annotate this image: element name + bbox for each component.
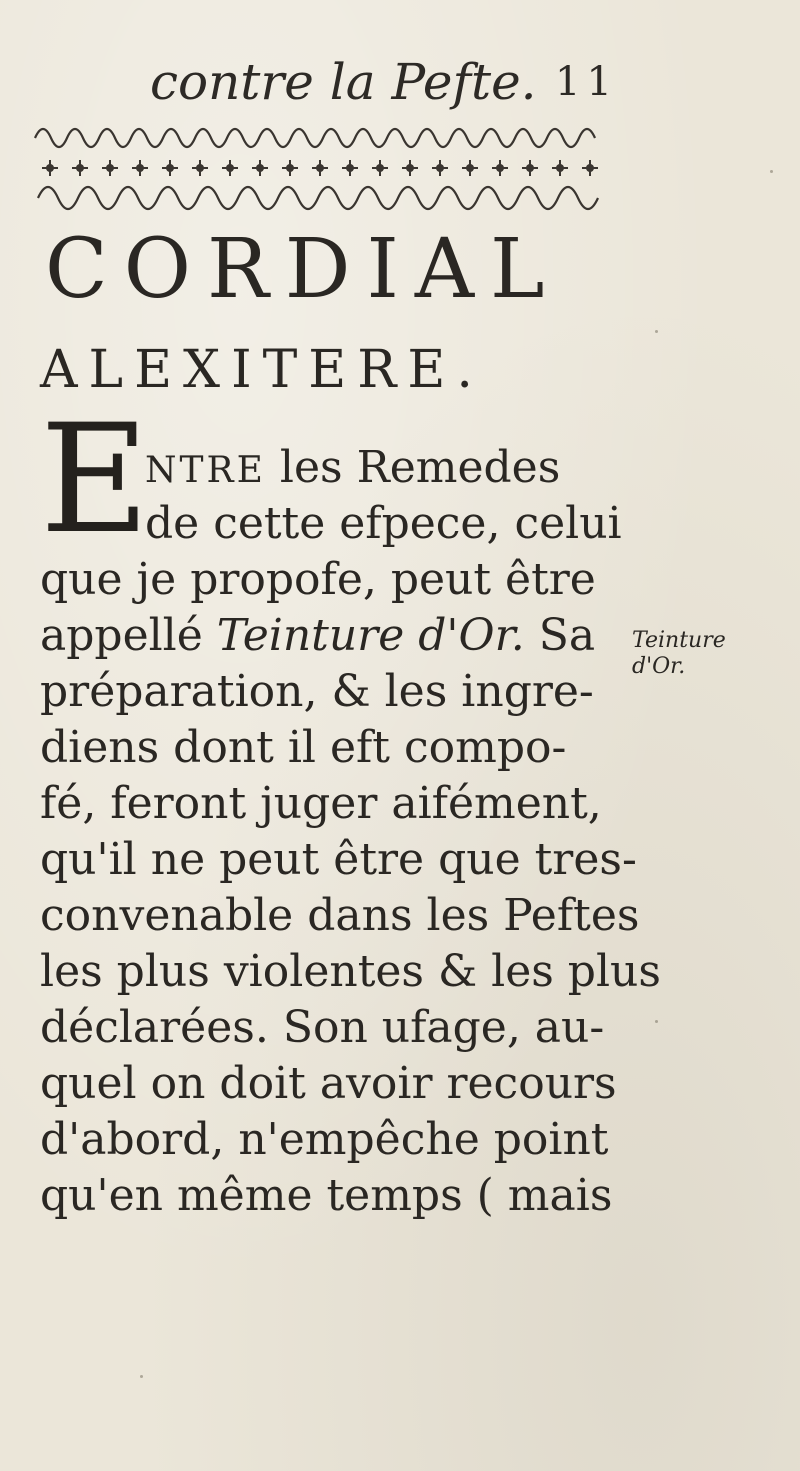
section-title: CORDIAL	[45, 222, 561, 317]
text-line: préparation, & les ingre-	[40, 666, 594, 717]
margin-note-line: d'Or.	[632, 654, 686, 679]
paper-speck	[655, 330, 658, 333]
text-line: convenable dans les Peftes	[40, 890, 640, 941]
margin-note	[632, 628, 792, 680]
page-number: 11	[555, 59, 618, 105]
text-line: qu'il ne peut être que tres-	[40, 834, 637, 885]
text-line: qu'en même temps ( mais	[40, 1170, 613, 1221]
text-line: déclarées. Son ufage, au-	[40, 1002, 605, 1053]
paper-speck	[770, 170, 773, 173]
text-line: quel on doit avoir recours	[40, 1058, 617, 1109]
floral-ornament-band-icon	[20, 108, 620, 218]
text-line: NTRE les Remedes	[145, 442, 561, 493]
text-line: fé, feront juger aifément,	[40, 778, 602, 829]
running-title: contre la Pefte.	[150, 53, 537, 111]
paper-speck	[655, 1020, 658, 1023]
section-subtitle: ALEXITERE.	[40, 340, 484, 400]
text-line: de cette efpece, celui	[145, 498, 622, 549]
margin-note-line: Teinture	[632, 628, 726, 653]
text-line: diens dont il eft compo-	[40, 722, 567, 773]
text-line: d'abord, n'empêche point	[40, 1114, 609, 1165]
text-line: appellé Teinture d'Or. Sa	[40, 610, 596, 661]
text-line: les plus violentes & les plus	[40, 946, 661, 997]
text-line: que je propofe, peut être	[40, 554, 596, 605]
drop-cap: E	[40, 393, 150, 567]
paper-speck	[140, 1375, 143, 1378]
